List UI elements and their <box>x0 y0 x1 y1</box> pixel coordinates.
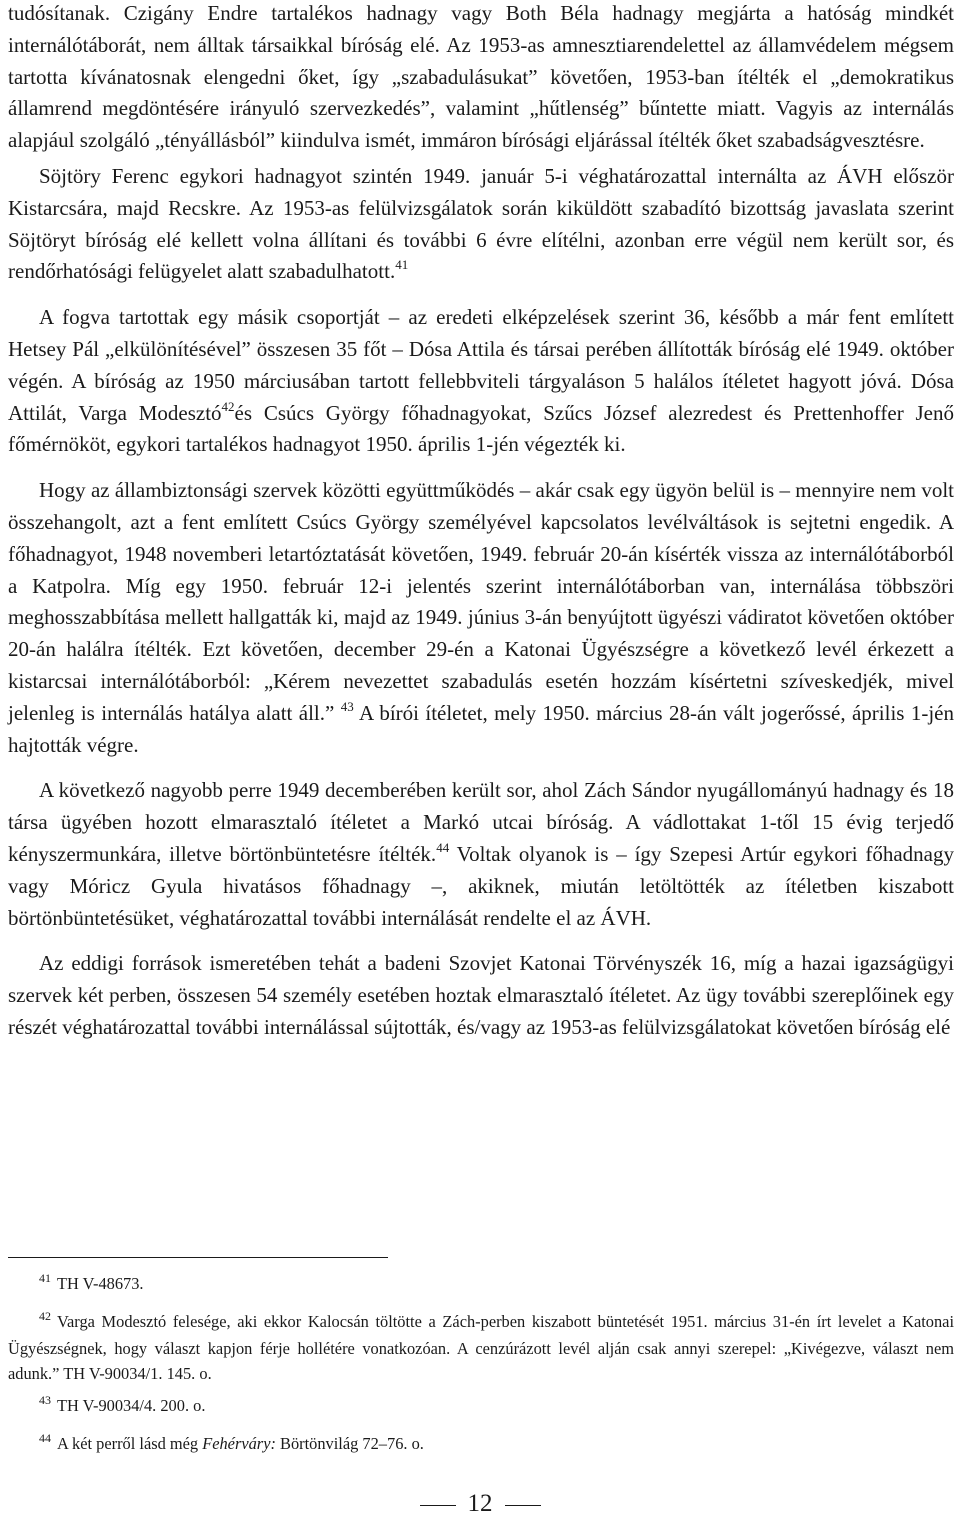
paragraph-text: A fogva tartottak egy másik csoportját – az eredeti elképzelések szerint 36, később a már fent említett Hetsey Pál „elkülönítésével” összesen 35 főt – Dósa Attila és társai perében állították bíróság elé 1949. október végén. A bíróság az 1950 márciusában tartott fellebbviteli tárgyaláson 5 halálos ítéletet hagyott jóvá. Dósa Attilát, Varga Modesztó <box>8 305 954 425</box>
paragraph-text: A bírói ítéletet, mely 1950. március 28-án vált jogerőssé, április 1-jén hajtották végre. <box>8 700 954 757</box>
footnote-number: 43 <box>39 1393 51 1407</box>
page-number <box>0 1489 960 1519</box>
footnote-author-italic: Fehérváry: <box>202 1434 276 1453</box>
paragraph-text: Voltak olyanok is – így Szepesi Artúr egykori főhadnagy vagy Móricz Gyula hivatásos főhadnagy –, akiknek, miután letöltötték az ítéletben kiszabott börtönbüntetésüket, véghatározattal további internálását rendelte el az ÁVH. <box>8 841 955 930</box>
paragraph-4 <box>8 475 954 761</box>
footnote-text: Varga Modesztó felesége, aki ekkor Kalocsán töltötte a Zách-perben kiszabott büntetését 1951. március 31-én írt levelet a Katonai Ügyészségnek, hogy választ kapjon férje hollétére vonatkozóan. A cenzúrázott levél alján csak annyi szerepel: „Kivégezve, választ nem adunk.” TH V-90034/1. 145. o. <box>8 1312 954 1383</box>
page-number-dash-left <box>420 1505 456 1506</box>
footnote-42 <box>8 1309 954 1386</box>
footnote-text: TH V-90034/4. 200. o. <box>57 1396 206 1415</box>
footnote-ref-41[interactable]: 41 <box>395 257 409 273</box>
footnote-ref-43[interactable]: 43 <box>340 698 354 714</box>
paragraph-5 <box>8 775 954 934</box>
footnote-text: A két perről lásd még <box>57 1434 203 1453</box>
footnotes <box>8 1271 954 1469</box>
footnote-text: Börtönvilág 72–76. o. <box>275 1434 424 1453</box>
paragraph-text: Hogy az állambiztonsági szervek közötti együttműködés – akár csak egy ügyön belül is – mennyire nem volt összehangolt, azt a fent említett Csúcs György személyével kapcsolatos levélváltások is sejtetni engedik. A főhadnagyot, 1948 novemberi letartóztatását követően, 1949. február 20-án kísérték vissza az internálótáborból a Katpolra. Míg egy 1950. február 12-i jelentés szerint internálótáborban van, internálása többszöri meghosszabbítása mellett hallgatták ki, majd az 1949. június 3-án benyújtott ügyészi vádiratot követően október 20-án halálra ítélték. Ezt követően, december 29-én a Katonai Ügyészségre a következő levél érkezett a kistarcsai internálótáborból: „Kérem nevezettet szabadulás esetén hozzám kísértetni szíveskedjék, mivel jelenleg is internálás hatálya alatt áll.” <box>8 478 954 725</box>
paragraph-text: Az eddigi források ismeretében tehát a badeni Szovjet Katonai Törvényszék 16, míg a hazai igazságügyi szervek két perben, összesen 54 személy esetében hoztak elmarasztaló ítéletet. Az ügy további szereplőinek egy részét véghatározattal további internálással sújtották, és/vagy az 1953-as felülvizsgálatokat követően bíróság elé <box>8 951 954 1039</box>
footnote-43 <box>8 1393 954 1420</box>
paragraph-3 <box>8 302 954 461</box>
paragraph-text: Söjtöry Ferenc egykori hadnagyot szintén 1949. január 5-i véghatározattal internálta az ÁVH először Kistarcsára, majd Recskre. Az 1953-as felülvizsgálatok során kiküldött szabadító bizottság javaslata szerint Söjtöryt bíróság elé kellett volna állítani és további 6 évre elítélni, azonban erre végül nem került sor, és rendőrhatósági felügyelet alatt szabadulhatott. <box>8 163 954 284</box>
page-number-value: 12 <box>467 1490 493 1517</box>
paragraph-1 <box>8 0 954 157</box>
page-number-dash-right <box>505 1505 541 1506</box>
footnote-text: TH V-48673. <box>57 1274 144 1293</box>
footnote-number: 44 <box>39 1431 51 1445</box>
paragraph-text: tudósítanak. Czigány Endre tartalékos hadnagy vagy Both Béla hadnagy megjárta a hatóság mindkét internálótáborát, nem álltak társaikkal bíróság elé. Az 1953-as amnesztiarendelettel az államvédelem mégsem tartotta kívánatosnak elengedni őket, így „szabadulásukat” követően, 1953-ban ítélték el „demokratikus államrend megdöntésére irányuló szervezkedés”, valamint „hűtlenség” bűntette miatt. Vagyis az internálás alapjául szolgáló „tényállásból” kiindulva ismét, immáron bírósági eljárással ítélték őket szabadságvesztésre. <box>8 1 954 153</box>
paragraph-2 <box>8 161 954 288</box>
footnote-ref-44[interactable]: 44 <box>436 839 450 855</box>
footnote-separator <box>8 1257 388 1258</box>
footnote-number: 41 <box>39 1271 51 1285</box>
paragraph-text: A következő nagyobb perre 1949 decemberében került sor, ahol Zách Sándor nyugállományú hadnagy és 18 társa ügyében hozott elmarasztaló ítéletet a Markó utcai bíróság. A vádlottakat 1-től 15 évig terjedő kényszermunkára, illetve börtönbüntetésre ítélték. <box>8 778 954 866</box>
footnote-number: 42 <box>39 1309 51 1323</box>
paragraph-text: és Csúcs György főhadnagyokat, Szűcs József alezredest és Prettenhoffer Jenő főmérnököt, egykori tartalékos hadnagyot 1950. április 1-jén végezték ki. <box>8 400 954 457</box>
footnote-41 <box>8 1271 954 1298</box>
footnote-ref-42[interactable]: 42 <box>221 398 235 414</box>
footnote-44 <box>8 1431 954 1458</box>
paragraph-6 <box>8 948 954 1043</box>
document-body <box>8 0 954 1044</box>
